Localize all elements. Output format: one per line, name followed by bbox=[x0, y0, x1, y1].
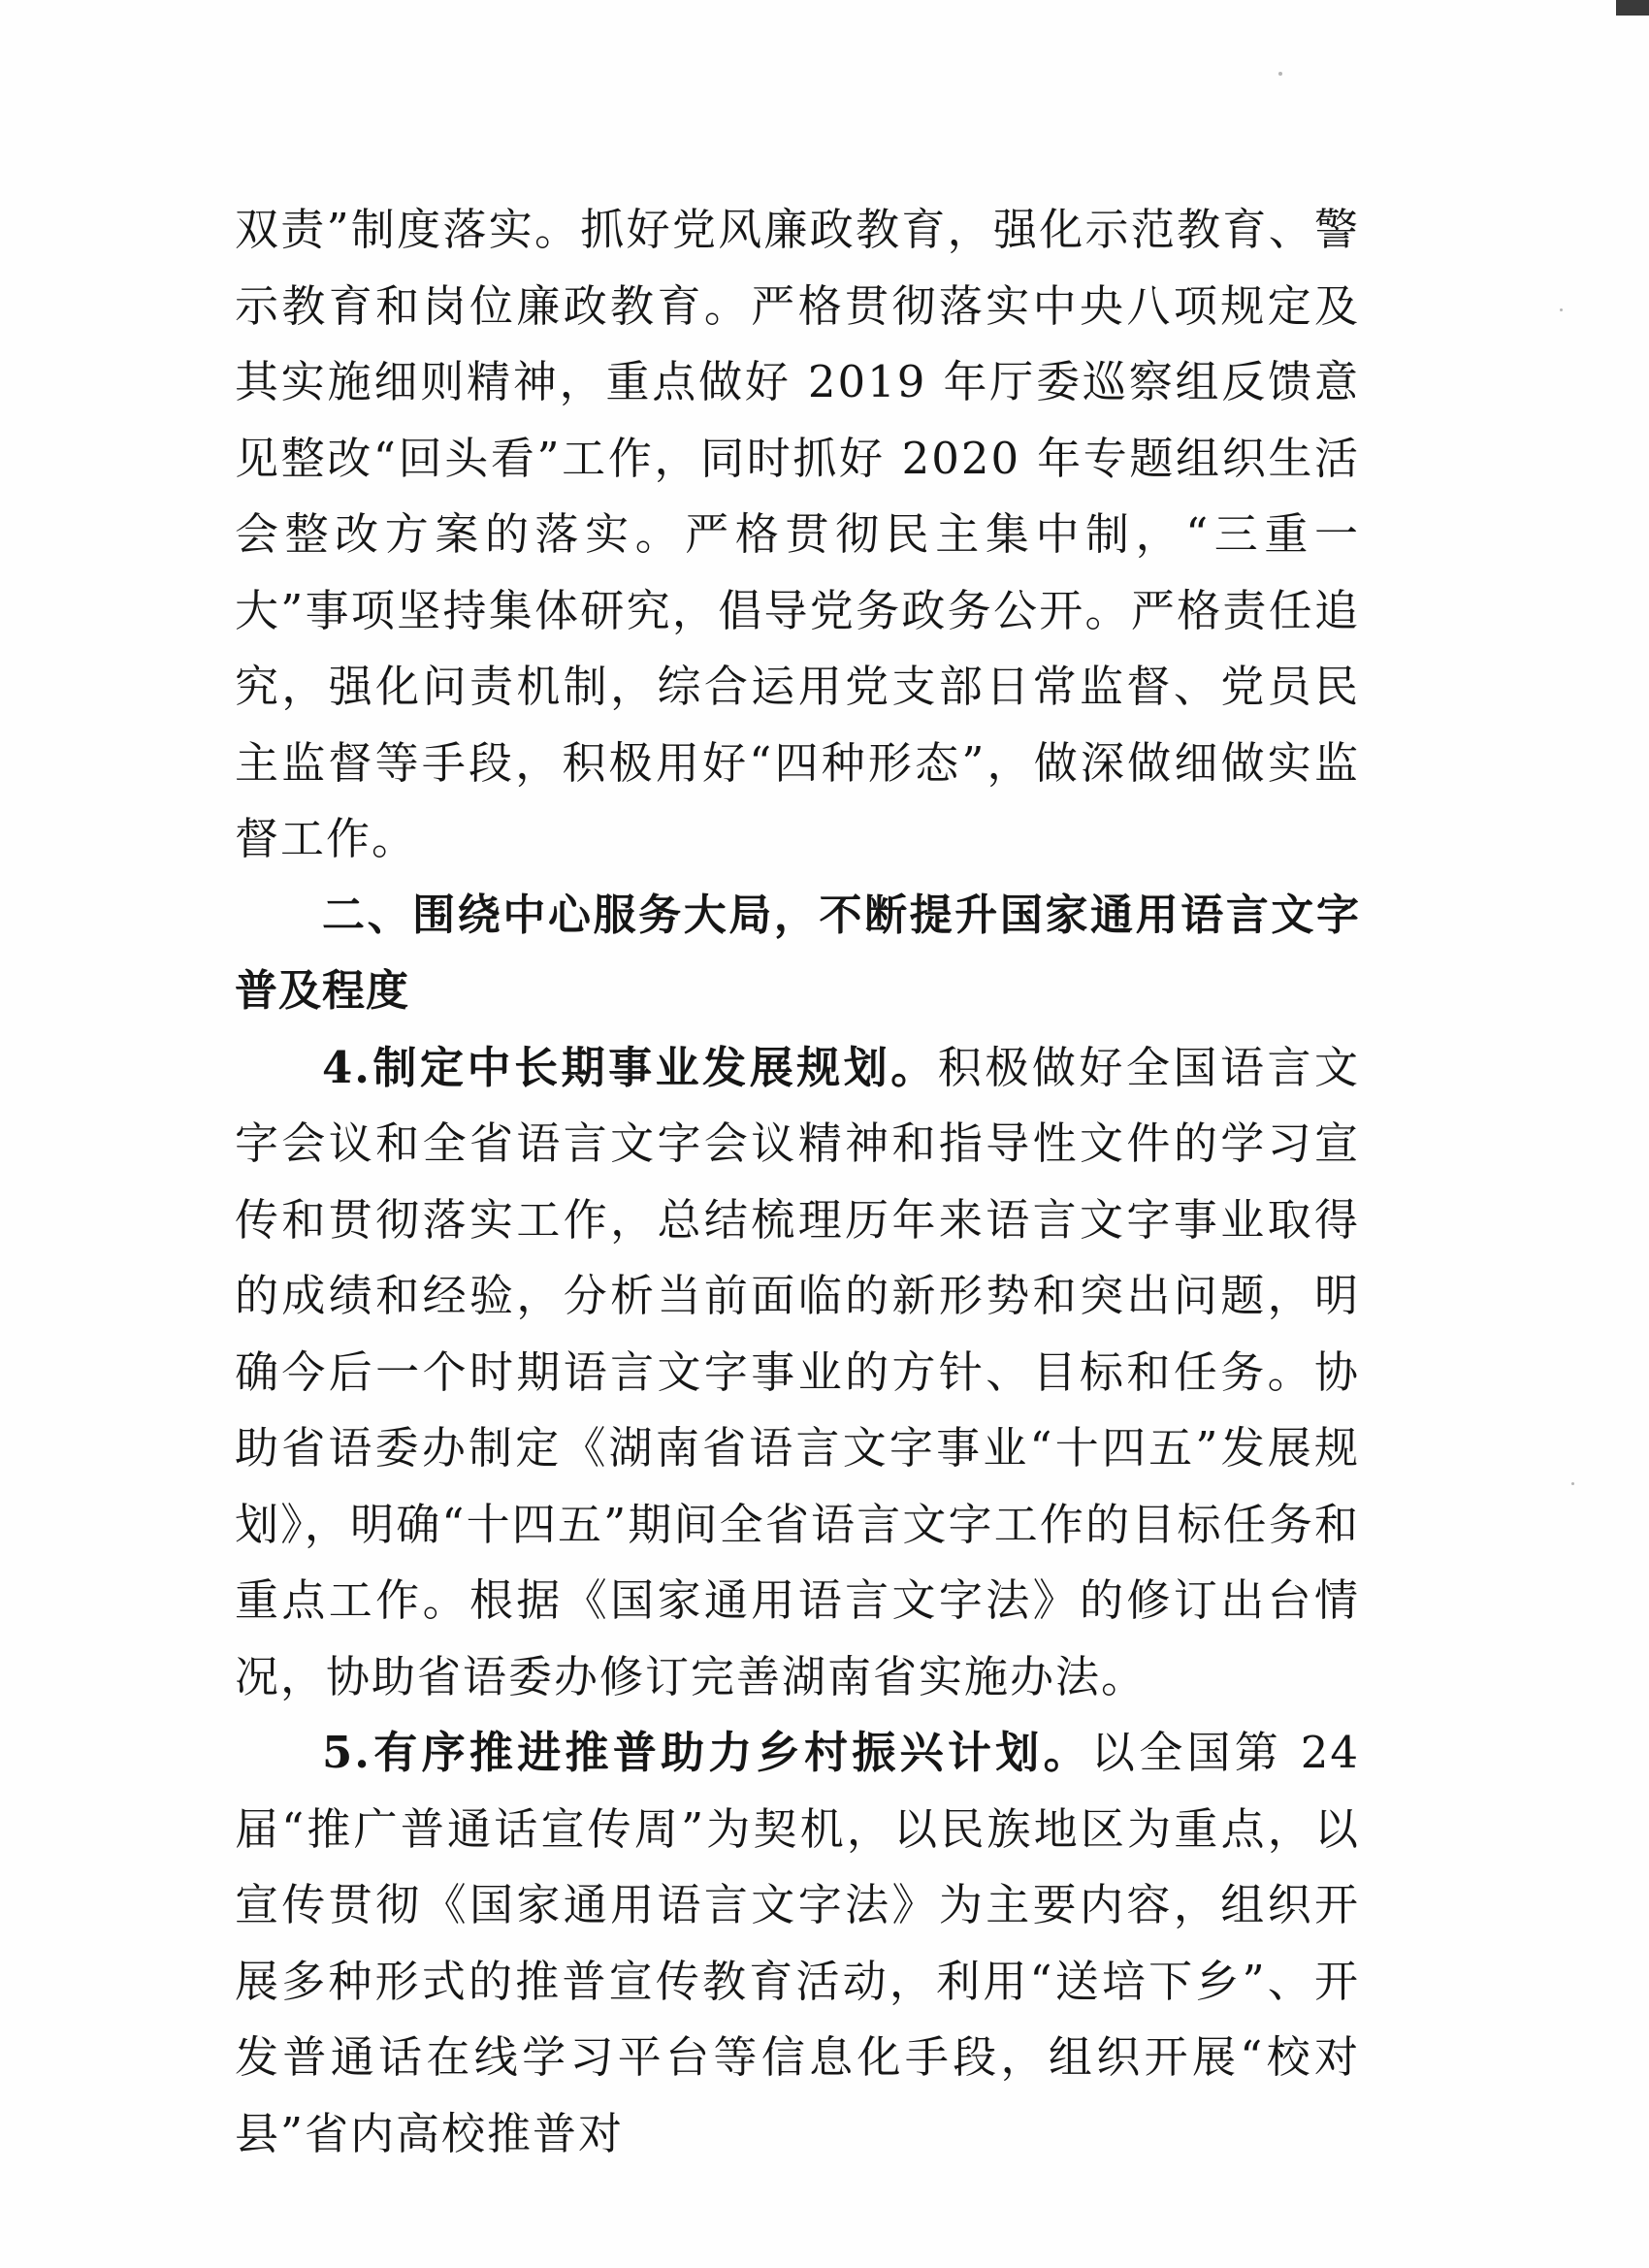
paragraph-lead: 4.制定中长期事业发展规划。 bbox=[322, 1041, 938, 1093]
scan-speck bbox=[1560, 308, 1563, 311]
paragraph-lead: 5.有序推进推普助力乡村振兴计划。 bbox=[322, 1727, 1091, 1778]
paragraph-text: 积极做好全国语言文字会议和全省语言文字会议精神和指导性文件的学习宣传和贯彻落实工作，总结梳理历年来语言文字事业取得的成绩和经验，分析当前面临的新形势和突出问题，明确今后一个时期语言文字事业的方针、目标和任务。协助省语委办制定《湖南省语言文字事业“十四五”发展规划》，明确“十四五”期间全省语言文字工作的目标任务和重点工作。根据《国家通用语言文字法》的修订出台情况，协助省语委办修订完善湖南省实施办法。 bbox=[235, 1041, 1360, 1702]
body-paragraph bbox=[235, 1030, 1360, 1716]
scan-speck bbox=[1278, 72, 1282, 76]
scan-corner-mark bbox=[1616, 0, 1649, 16]
paragraph-text: 以全国第 24 届“推广普通话宣传周”为契机，以民族地区为重点，以宣传贯彻《国家通用语言文字法》为主要内容，组织开展多种形式的推普宣传教育活动，利用“送培下乡”、开发普通话在线学习平台等信息化手段，组织开展“校对县”省内高校推普对 bbox=[235, 1727, 1360, 2159]
body-paragraph bbox=[235, 1715, 1360, 2172]
document-body bbox=[235, 192, 1360, 2172]
body-paragraph bbox=[235, 192, 1360, 878]
heading-text: 二、围绕中心服务大局，不断提升国家通用语言文字普及程度 bbox=[235, 890, 1360, 1016]
scan-speck bbox=[1571, 1482, 1574, 1485]
paragraph-text: 双责”制度落实。抓好党风廉政教育，强化示范教育、警示教育和岗位廉政教育。严格贯彻落实中央八项规定及其实施细则精神，重点做好 2019 年厅委巡察组反馈意见整改“回头看”工作，同时抓好 2020 年专题组织生活会整改方案的落实。严格贯彻民主集中制，“三重一大”事项坚持集体研究，倡导党务政务公开。严格责任追究，强化问责机制，综合运用党支部日常监督、党员民主监督等手段，积极用好“四种形态”，做深做细做实监督工作。 bbox=[235, 204, 1360, 864]
section-heading bbox=[235, 878, 1360, 1030]
